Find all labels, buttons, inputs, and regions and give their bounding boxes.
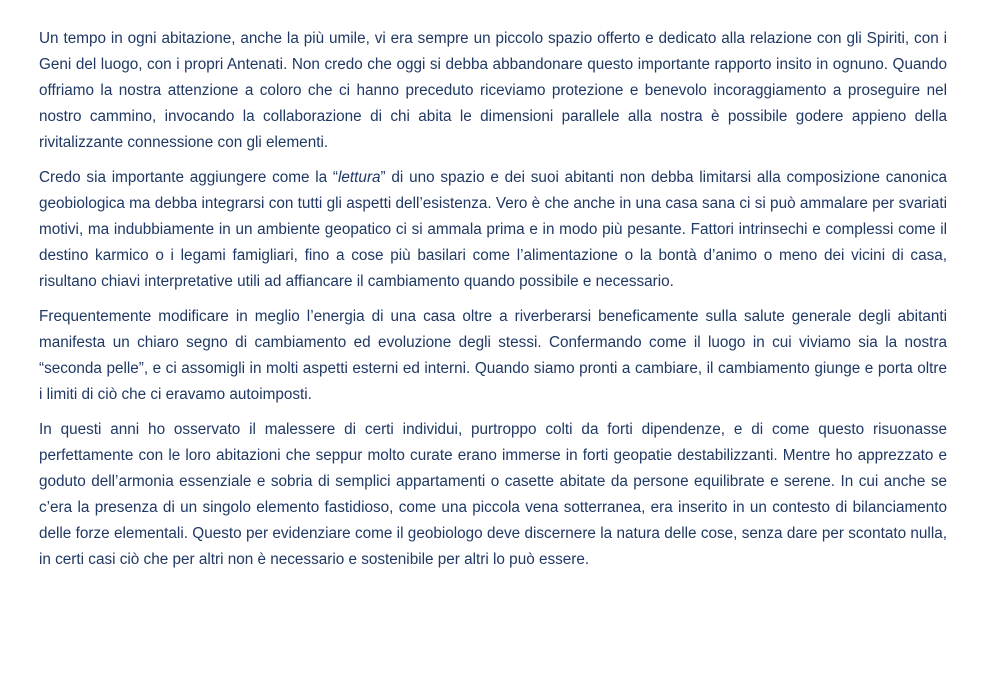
paragraph-osservazioni: In questi anni ho osservato il malessere di certi individui, purtroppo colti da forti dipendenze, e di come questo risuonasse perfettamente con le loro abitazioni che seppur molto curate erano immerse in forti geopatie destabilizzanti. Mentre ho apprezzato e goduto dell’armonia essenziale e sobria di semplici appartamenti o casette abitate da persone equilibrate e serene. In cui anche se c’era la presenza di un singolo elemento fastidioso, come una piccola vena sotterranea, era inserito in un contesto di bilanciamento delle forze elementali. Questo per evidenziare come il geobiologo deve discernere la natura delle cose, senza dare per scontato nulla, in certi casi ciò che per altri non è necessario e sostenibile per altri lo può essere. <box>39 421 947 568</box>
paragraph-spiriti-antenati: Un tempo in ogni abitazione, anche la più umile, vi era sempre un piccolo spazio offerto e dedicato alla relazione con gli Spiriti, con i Geni del luogo, con i propri Antenati. Non credo che oggi si debba abbandonare questo importante rapporto insito in ognuno. Quando offriamo la nostra attenzione a coloro che ci hanno preceduto riceviamo protezione e benevolo incoraggiamento a proseguire nel nostro cammino, invocando la collaborazione di chi abita le dimensioni parallele alla nostra è possibile godere appieno della rivitalizzante connessione con gli elementi. <box>39 30 947 151</box>
paragraph-lettura-spazio-end: ” di uno spazio e dei suoi abitanti non debba limitarsi alla composizione canonica geobiologica ma debba integrarsi con tutti gli aspetti dell’esistenza. Vero è che anche in una casa sana ci si può ammalare per svariati motivi, ma indubbiamente in un ambiente geopatico ci si ammala prima e in modo più pesante. Fattori intrinsechi e complessi come il destino karmico o i legami famigliari, fino a cose più basilari come l’alimentazione o la bontà d’animo o meno dei vicini di casa, risultano chiavi interpretative utili ad affiancare il cambiamento quando possibile e necessario. <box>39 169 947 290</box>
paragraph-lettura-spazio-start: Credo sia importante aggiungere come la “ <box>39 169 339 186</box>
paragraph-energia-casa: Frequentemente modificare in meglio l’energia di una casa oltre a riverberarsi beneficamente sulla salute generale degli abitanti manifesta un chiaro segno di cambiamento ed evoluzione degli stessi. Confermando come il luogo in cui viviamo sia la nostra “seconda pelle”, e ci assomigli in molti aspetti esterni ed interni. Quando siamo pronti a cambiare, il cambiamento giunge e porta oltre i limiti di ciò che ci eravamo autoimposti. <box>39 308 947 403</box>
lettura-emphasis: lettura <box>338 169 381 186</box>
paragraph-lettura-spazio <box>39 165 947 295</box>
